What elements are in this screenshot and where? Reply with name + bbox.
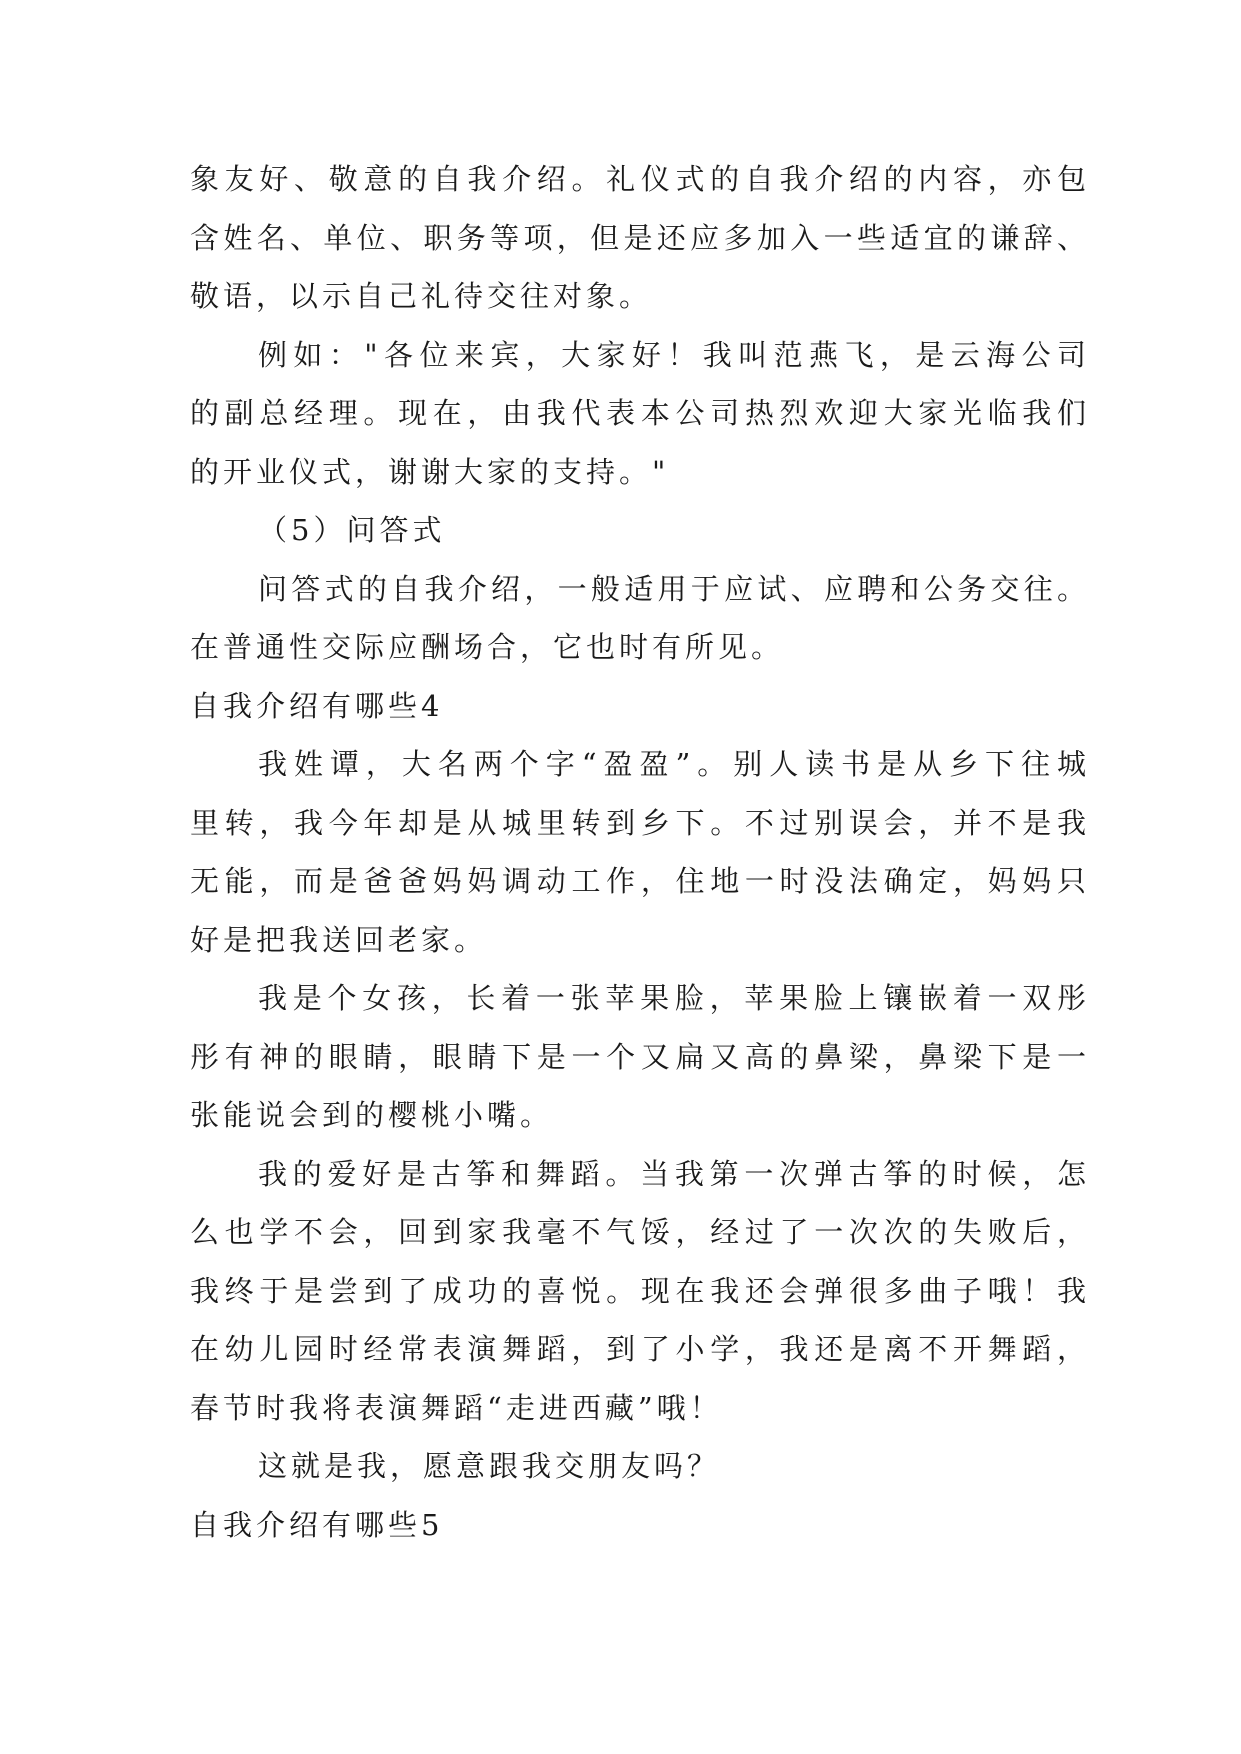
paragraph-appearance [190,969,1090,1145]
text-line: 春节时我将表演舞蹈“走进西藏”哦！ [190,1390,723,1425]
section-heading-5 [190,1496,1090,1555]
text-line: （5）问答式 [258,513,446,547]
text-line: 我是个女孩，长着一张苹果脸，苹果脸上镶嵌着一双彤 [258,981,1090,1015]
text-line: 好是把我送回老家。 [190,922,488,957]
text-line: 敬语，以示自己礼待交往对象。 [190,279,653,313]
text-line: 含姓名、单位、职务等项，但是还应多加入一些适宜的谦辞、 [190,220,1090,255]
text-line: 的副总经理。现在，由我代表本公司热烈欢迎大家光临我们 [190,396,1090,430]
text-line: 这就是我，愿意跟我交朋友吗？ [258,1449,721,1483]
text-line: 问答式的自我介绍，一般适用于应试、应聘和公务交往。 [258,571,1090,606]
paragraph-item-5-label [190,501,1090,560]
text-line: 在普通性交际应酬场合，它也时有所见。 [190,630,785,664]
text-line: 象友好、敬意的自我介绍。礼仪式的自我介绍的内容，亦包 [190,162,1090,196]
paragraph-name-tan [190,735,1090,969]
document-content [190,150,1090,1554]
section-heading-line: 自我介绍有哪些4 [190,688,444,723]
text-line: 我终于是尝到了成功的喜悦。现在我还会弹很多曲子哦！我 [190,1273,1090,1308]
text-line: 张能说会到的樱桃小嘴。 [190,1098,554,1132]
paragraph-ceremonial-example [190,326,1090,502]
paragraph-hobbies [190,1145,1090,1438]
text-line: 的开业仪式，谢谢大家的支持。" [190,454,670,489]
paragraph-ceremonial-intro [190,150,1090,326]
text-line: 彤有神的眼睛，眼睛下是一个又扁又高的鼻梁，鼻梁下是一 [190,1039,1090,1074]
text-line: 在幼儿园时经常表演舞蹈，到了小学，我还是离不开舞蹈， [190,1332,1090,1366]
section-heading-line: 自我介绍有哪些5 [190,1507,444,1542]
text-line: 里转，我今年却是从城里转到乡下。不过别误会，并不是我 [190,805,1090,840]
text-line: 我姓谭，大名两个字“盈盈”。别人读书是从乡下往城 [258,747,1090,781]
text-line: 我的爱好是古筝和舞蹈。当我第一次弹古筝的时候，怎 [258,1156,1090,1191]
text-line: 么也学不会，回到家我毫不气馁，经过了一次次的失败后， [190,1215,1090,1249]
text-line: 例如："各位来宾，大家好！我叫范燕飞，是云海公司 [258,337,1090,372]
paragraph-closing [190,1437,1090,1496]
text-line: 无能，而是爸爸妈妈调动工作，住地一时没法确定，妈妈只 [190,864,1090,898]
paragraph-qa-style [190,560,1090,677]
section-heading-4 [190,677,1090,736]
